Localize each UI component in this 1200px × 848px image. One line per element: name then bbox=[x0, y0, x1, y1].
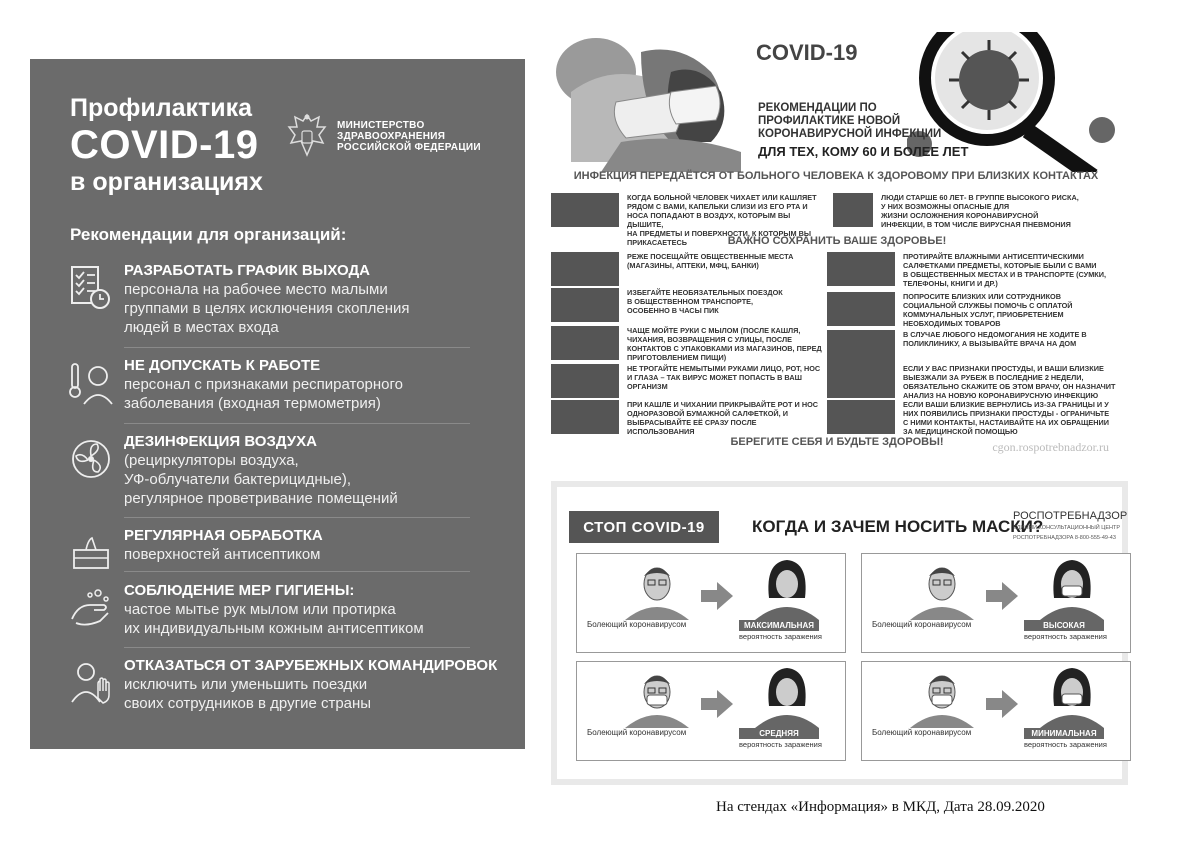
mask-scenario-card bbox=[861, 553, 1131, 653]
sick-label: Болеющий коронавирусом bbox=[872, 728, 972, 737]
recommendation-item: СОБЛЮДЕНИЕ МЕР ГИГИЕНЫ: частое мытье рук мылом или протирка их индивидуальным кожным антисептиком bbox=[66, 581, 510, 638]
stop-hand-person-icon bbox=[66, 658, 116, 708]
risk-caption: вероятность заражения bbox=[1024, 740, 1107, 749]
eagle-emblem-icon bbox=[285, 111, 329, 161]
hand-washing-icon bbox=[66, 583, 116, 633]
hand-wash-icon bbox=[551, 326, 619, 360]
mask-scenario-card bbox=[576, 661, 846, 761]
closing-slogan: БЕРЕГИТЕ СЕБЯ И БУДЬТЕ ЗДОРОВЫ! bbox=[730, 436, 944, 448]
woman-masked-icon bbox=[1032, 558, 1112, 620]
woman-icon bbox=[747, 558, 827, 620]
recommendation-item: ДЕЗИНФЕКЦИЯ ВОЗДУХА (рециркуляторы воздуха, УФ-облучатели бактерицидные), регулярное проветривание помещений bbox=[66, 432, 510, 508]
social-worker-icon bbox=[827, 292, 895, 326]
risk-level-badge: ВЫСОКАЯ bbox=[1024, 620, 1104, 631]
doctor-icon bbox=[827, 330, 895, 364]
important-banner: ВАЖНО СОХРАНИТЬ ВАШЕ ЗДОРОВЬЕ! bbox=[727, 235, 947, 247]
risk-caption: вероятность заражения bbox=[739, 632, 822, 641]
covid-title: COVID-19 bbox=[756, 40, 858, 65]
title-line-2: COVID-19 bbox=[70, 123, 259, 167]
agency-block: РОСПОТРЕБНАДЗОР ЕДИНЫЙ КОНСУЛЬТАЦИОННЫЙ ЦЕНТР РОСПОТРЕБНАДЗОРА 8-800-555-49-43 bbox=[1013, 510, 1128, 541]
risk-caption: вероятность заражения bbox=[1024, 632, 1107, 641]
mask-scenario-card bbox=[576, 553, 846, 653]
item-heading: РЕГУЛЯРНАЯ ОБРАБОТКА bbox=[124, 527, 323, 544]
phone-call-icon bbox=[827, 364, 895, 398]
sick-label: Болеющий коронавирусом bbox=[587, 728, 687, 737]
tip-row: ПОПРОСИТЕ БЛИЗКИХ ИЛИ СОТРУДНИКОВ СОЦИАЛЬНОЙ СЛУЖБЫ ПОМОЧЬ С ОПЛАТОЙ КОММУНАЛЬНЫХ УСЛУГ, ПРИОБРЕТЕНИЕМ НЕОБХОДИМЫХ ТОВАРОВ bbox=[827, 292, 1121, 328]
cough-tissue-icon bbox=[551, 400, 619, 434]
risk-level-badge: МИНИМАЛЬНАЯ bbox=[1024, 728, 1104, 739]
title-line-1: Профилактика bbox=[70, 94, 253, 122]
schedule-checklist-icon bbox=[66, 263, 116, 313]
fan-icon bbox=[66, 434, 116, 484]
mask-scenario-card bbox=[861, 661, 1131, 761]
risk-caption: вероятность заражения bbox=[739, 740, 822, 749]
ministry-line-3: РОССИЙСКОЙ ФЕДЕРАЦИИ bbox=[337, 141, 481, 153]
woman-masked-icon bbox=[1032, 666, 1112, 728]
ministry-line-2: ЗДРАВООХРАНЕНИЯ bbox=[337, 130, 446, 142]
seniors-recommendations-poster bbox=[551, 32, 1123, 465]
caption: На стендах «Информация» в МКД, Дата 28.09.2020 bbox=[716, 799, 1045, 815]
sick-man-icon bbox=[902, 558, 982, 620]
sick-label: Болеющий коронавирусом bbox=[872, 620, 972, 629]
risk-level-badge: МАКСИМАЛЬНАЯ bbox=[739, 620, 819, 631]
sick-man-masked-icon bbox=[902, 666, 982, 728]
ministry-line-1: МИНИСТЕРСТВО bbox=[337, 119, 425, 131]
recommendation-item: РЕГУЛЯРНАЯ ОБРАБОТКА поверхностей антисептиком bbox=[66, 526, 510, 578]
item-heading: НЕ ДОПУСКАТЬ К РАБОТЕ bbox=[124, 357, 321, 374]
senior-icon bbox=[833, 193, 873, 227]
arrow-right-icon bbox=[986, 582, 1018, 610]
tip-row: ЕСЛИ ВАШИ БЛИЗКИЕ ВЕРНУЛИСЬ ИЗ-ЗА ГРАНИЦЫ И У НИХ ПОЯВИЛИСЬ ПРИЗНАКИ ПРОСТУДЫ - ОГРАНИЧЬТЕ С НИМИ КОНТАКТЫ, НАСТАИВАЙТЕ НА ИХ ОБРАЩЕНИИ ЗА МЕДИЦИНСКОЙ ПОМОЩЬЮ bbox=[827, 400, 1121, 436]
recommendation-item: ОТКАЗАТЬСЯ ОТ ЗАРУБЕЖНЫХ КОМАНДИРОВОК исключить или уменьшить поездки своих сотрудников в другие страны bbox=[66, 656, 510, 713]
tip-row: ПРОТИРАЙТЕ ВЛАЖНЫМИ АНТИСЕПТИЧЕСКИМИ САЛФЕТКАМИ ПРЕДМЕТЫ, КОТОРЫЕ БЫЛИ С ВАМИ В ОБЩЕСТВЕННЫХ МЕСТАХ И В ТРАНСПОРТЕ (СУМКИ, ТЕЛЕФОНЫ, КНИГИ И ДР.) bbox=[827, 252, 1121, 288]
masks-question: КОГДА И ЗАЧЕМ НОСИТЬ МАСКИ? bbox=[752, 517, 1044, 536]
divider bbox=[124, 517, 470, 518]
no-face-touch-icon bbox=[551, 364, 619, 398]
tip-row: В СЛУЧАЕ ЛЮБОГО НЕДОМОГАНИЯ НЕ ХОДИТЕ В ПОЛИКЛИНИКУ, А ВЫЗЫВАЙТЕ ВРАЧА НА ДОМ bbox=[827, 330, 1121, 364]
stop-hand-icon bbox=[827, 400, 895, 434]
agency-name: РОСПОТРЕБНАДЗОР bbox=[1013, 510, 1128, 522]
organizations-poster bbox=[30, 59, 525, 749]
tip-row: ЕСЛИ У ВАС ПРИЗНАКИ ПРОСТУДЫ, И ВАШИ БЛИЗКИЕ ВЫЕЗЖАЛИ ЗА РУБЕЖ В ПОСЛЕДНИЕ 2 НЕДЕЛИ, ОБЯЗАТЕЛЬНО СКАЖИТЕ ОБ ЭТОМ ВРАЧУ, ОН НАЗНАЧИТ АНАЛИЗ НА НОВУЮ КОРОНАВИРУСНУЮ ИНФЕКЦИЮ bbox=[827, 364, 1121, 400]
masks-poster bbox=[551, 481, 1128, 785]
tip-row: ЧАЩЕ МОЙТЕ РУКИ С МЫЛОМ (ПОСЛЕ КАШЛЯ, ЧИХАНИЯ, ВОЗВРАЩЕНИЯ С УЛИЦЫ, ПОСЛЕ КОНТАКТОВ С УПАКОВКАМИ ИЗ МАГАЗИНОВ, ПЕРЕД ПРИГОТОВЛЕНИЕМ ПИЩИ) bbox=[551, 326, 823, 362]
recommendation-item: НЕ ДОПУСКАТЬ К РАБОТЕ персонал с признаками респираторного заболевания (входная термометрия) bbox=[66, 356, 510, 413]
divider bbox=[124, 571, 470, 572]
item-heading: СОБЛЮДЕНИЕ МЕР ГИГИЕНЫ: bbox=[124, 582, 355, 599]
sick-man-masked-icon bbox=[617, 666, 697, 728]
transmission-banner: ИНФЕКЦИЯ ПЕРЕДАЁТСЯ ОТ БОЛЬНОГО ЧЕЛОВЕКА К ЗДОРОВОМУ ПРИ БЛИЗКИХ КОНТАКТАХ bbox=[573, 170, 1099, 182]
intro-left: КОГДА БОЛЬНОЙ ЧЕЛОВЕК ЧИХАЕТ ИЛИ КАШЛЯЕТ РЯДОМ С ВАМИ, КАПЕЛЬКИ СЛИЗИ ИЗ ЕГО РТА И НОСА ПОПАДАЮТ В ВОЗДУХ, КОТОРЫМ ВЫ ДЫШИТЕ, НА ПРЕДМЕТЫ И ПОВЕРХНОСТИ, К КОТОРЫМ ВЫ ПРИКАСАЕТЕСЬ bbox=[551, 193, 821, 247]
poster-title bbox=[70, 93, 263, 197]
tissue-box-icon bbox=[66, 528, 116, 578]
sneeze-icon bbox=[551, 193, 619, 227]
title-line-3: в организациях bbox=[70, 168, 263, 196]
age-subtitle: ДЛЯ ТЕХ, КОМУ 60 И БОЛЕЕ ЛЕТ bbox=[758, 144, 969, 159]
divider bbox=[124, 647, 470, 648]
arrow-right-icon bbox=[986, 690, 1018, 718]
masked-elderly-illustration bbox=[551, 32, 751, 172]
wet-wipes-icon bbox=[827, 252, 895, 286]
ministry-logo bbox=[285, 111, 481, 161]
divider bbox=[124, 423, 470, 424]
arrow-right-icon bbox=[701, 690, 733, 718]
item-heading: ОТКАЗАТЬСЯ ОТ ЗАРУБЕЖНЫХ КОМАНДИРОВОК bbox=[124, 657, 498, 674]
recommendations-heading: Рекомендации для организаций: bbox=[70, 225, 347, 244]
stop-covid-logo: СТОП COVID-19 bbox=[569, 511, 719, 543]
intro-right: ЛЮДИ СТАРШЕ 60 ЛЕТ- В ГРУППЕ ВЫСОКОГО РИСКА, У НИХ ВОЗМОЖНЫ ОПАСНЫЕ ДЛЯ ЖИЗНИ ОСЛОЖНЕНИЯ КОРОНАВИРУСНОЙ ИНФЕКЦИИ, В ТОМ ЧИСЛЕ ВИРУСНАЯ ПНЕВМОНИЯ bbox=[833, 193, 1123, 229]
risk-level-badge: СРЕДНЯЯ bbox=[739, 728, 819, 739]
thermometer-person-icon bbox=[66, 358, 116, 408]
tip-row: ПРИ КАШЛЕ И ЧИХАНИИ ПРИКРЫВАЙТЕ РОТ И НОС ОДНОРАЗОВОЙ БУМАЖНОЙ САЛФЕТКОЙ, И ВЫБРАСЫВАЙТЕ ЕЁ СРАЗУ ПОСЛЕ ИСПОЛЬЗОВАНИЯ bbox=[551, 400, 823, 436]
tip-row: ИЗБЕГАЙТЕ НЕОБЯЗАТЕЛЬНЫХ ПОЕЗДОК В ОБЩЕСТВЕННОМ ТРАНСПОРТЕ, ОСОБЕННО В ЧАСЫ ПИК bbox=[551, 288, 823, 322]
sick-man-icon bbox=[617, 558, 697, 620]
recommendations-title: РЕКОМЕНДАЦИИ ПО ПРОФИЛАКТИКЕ НОВОЙ КОРОНАВИРУСНОЙ ИНФЕКЦИИ bbox=[758, 102, 942, 140]
tip-row: РЕЖЕ ПОСЕЩАЙТЕ ОБЩЕСТВЕННЫЕ МЕСТА (МАГАЗИНЫ, АПТЕКИ, МФЦ, БАНКИ) bbox=[551, 252, 823, 286]
item-heading: РАЗРАБОТАТЬ ГРАФИК ВЫХОДА bbox=[124, 262, 370, 279]
item-heading: ДЕЗИНФЕКЦИЯ ВОЗДУХА bbox=[124, 433, 317, 450]
divider bbox=[124, 347, 470, 348]
recommendation-item: РАЗРАБОТАТЬ ГРАФИК ВЫХОДА персонала на рабочее место малыми группами в целях исключения скопления людей в местах входа bbox=[66, 261, 510, 337]
website: cgon.rospotrebnadzor.ru bbox=[992, 440, 1109, 454]
bus-icon bbox=[551, 288, 619, 322]
woman-icon bbox=[747, 666, 827, 728]
tip-row: НЕ ТРОГАЙТЕ НЕМЫТЫМИ РУКАМИ ЛИЦО, РОТ, НОС И ГЛАЗА – ТАК ВИРУС МОЖЕТ ПОПАСТЬ В ВАШ ОРГАНИЗМ bbox=[551, 364, 823, 398]
sick-label: Болеющий коронавирусом bbox=[587, 620, 687, 629]
store-icon bbox=[551, 252, 619, 286]
arrow-right-icon bbox=[701, 582, 733, 610]
